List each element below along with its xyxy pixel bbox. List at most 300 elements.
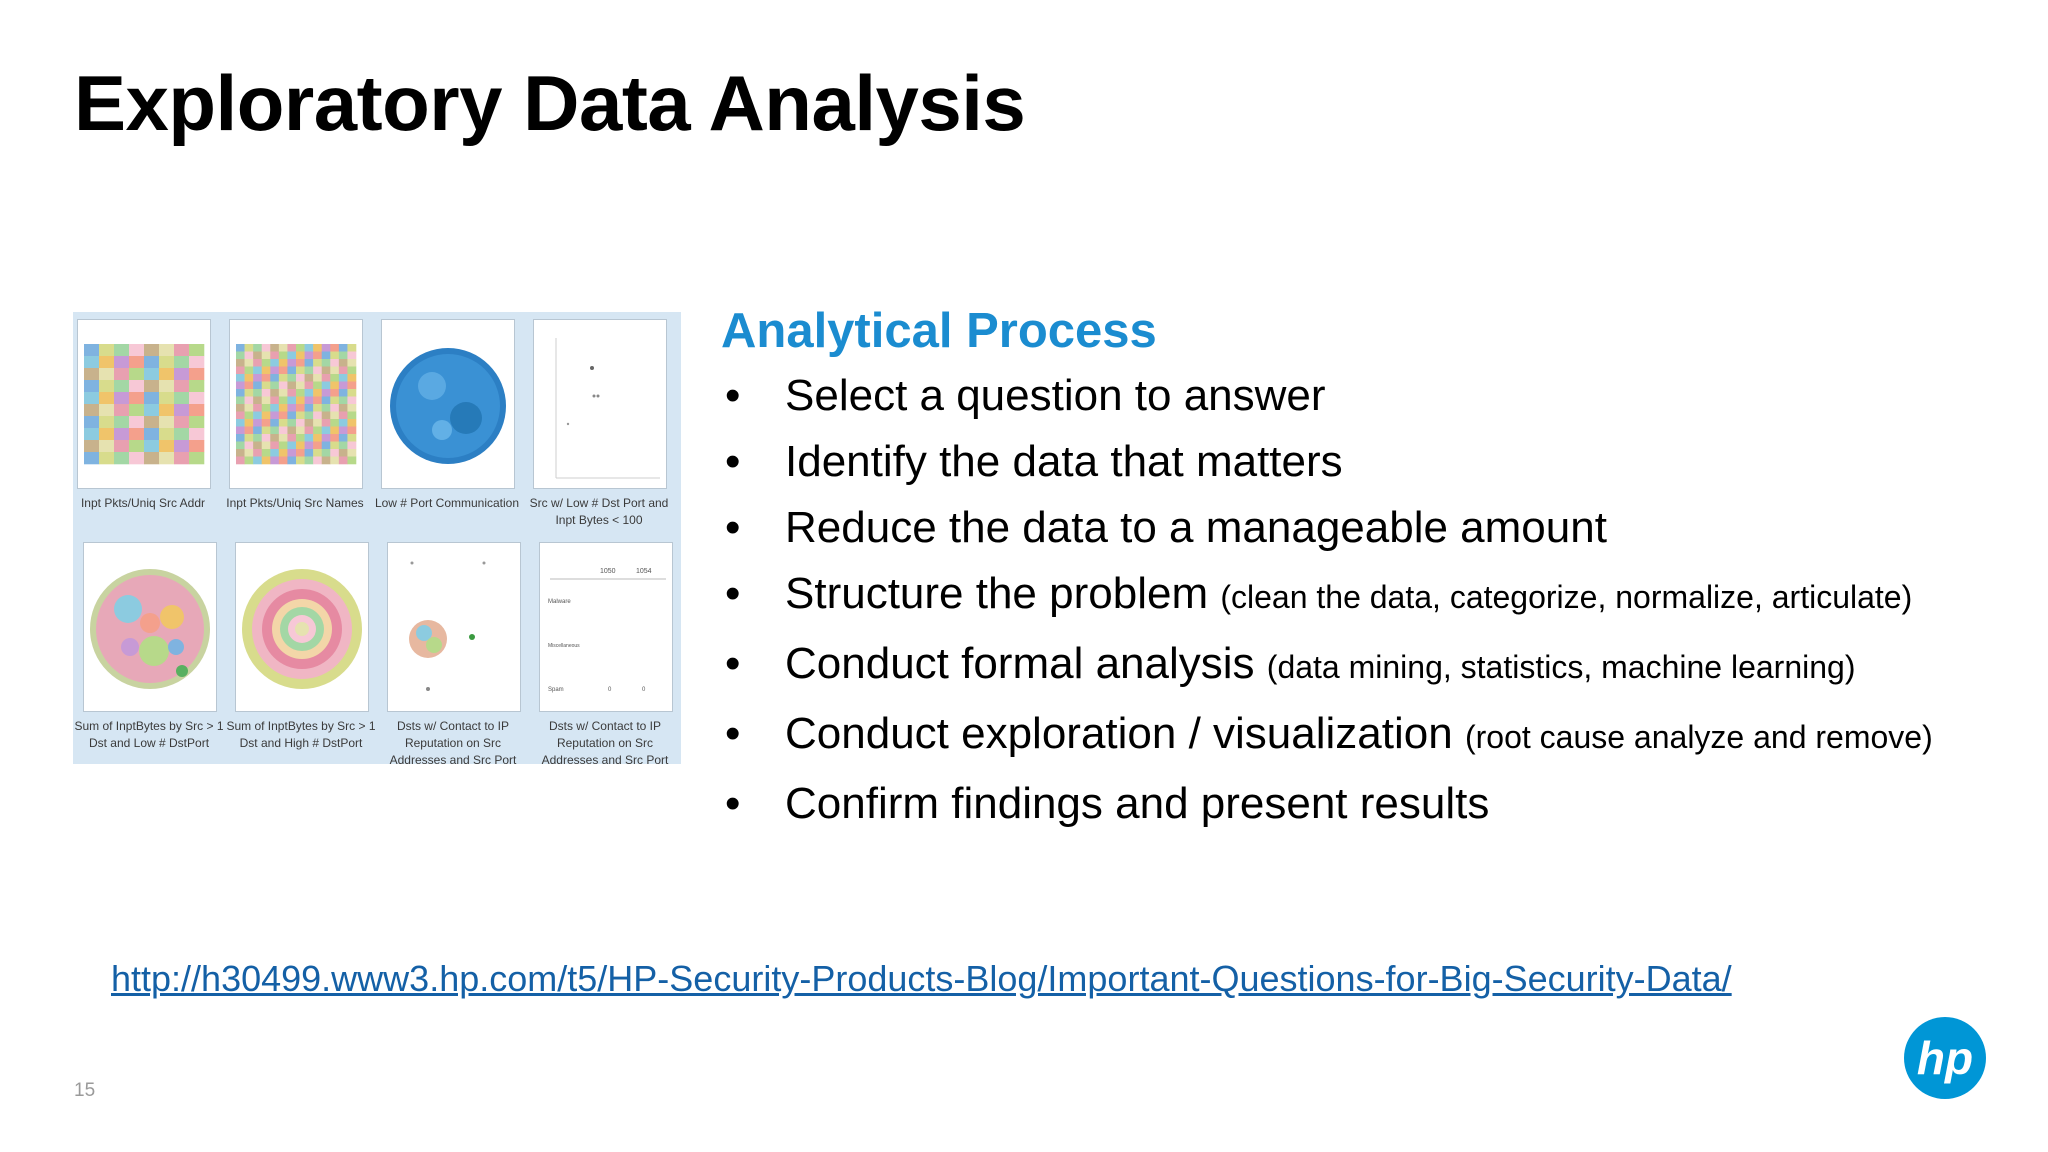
thumbnail-bubble-cluster-blue — [381, 319, 515, 489]
step-text: Select a question to answer — [785, 371, 1326, 420]
heatmap-cell — [287, 419, 296, 427]
heatmap-cell — [287, 374, 296, 382]
heatmap-cell — [270, 419, 279, 427]
heatmap-cell — [287, 449, 296, 457]
heatmap-cell — [322, 374, 331, 382]
step-text: Reduce the data to a manageable amount — [785, 503, 1607, 552]
heatmap-cell — [236, 359, 245, 367]
step-text: Conduct exploration / visualization — [785, 709, 1453, 758]
heatmap-cell — [313, 412, 322, 420]
heatmap-cell — [270, 449, 279, 457]
table-cell-zero: 0 — [642, 687, 646, 693]
heatmap-cell — [270, 442, 279, 450]
heatmap-cell — [279, 352, 288, 360]
heatmap-cell — [245, 367, 254, 375]
heatmap-cell — [253, 359, 262, 367]
heatmap-cell — [189, 344, 204, 356]
heatmap-cell — [84, 428, 99, 440]
thumbnail-reputation-table — [539, 542, 673, 712]
heatmap-cell — [305, 359, 314, 367]
heatmap-cell — [322, 397, 331, 405]
heatmap-cell — [330, 449, 339, 457]
heatmap-cell — [236, 397, 245, 405]
heatmap-cell — [236, 367, 245, 375]
heatmap-cell — [253, 374, 262, 382]
heatmap-cell — [322, 359, 331, 367]
heatmap-cell — [279, 427, 288, 435]
heatmap-cell — [270, 427, 279, 435]
thumbnail-caption: Low # Port Communication — [374, 496, 520, 510]
table-cell-zero: 0 — [608, 687, 612, 693]
heatmap-cell — [253, 389, 262, 397]
heatmap-cell — [253, 427, 262, 435]
heatmap-cell — [287, 359, 296, 367]
heatmap-cell — [270, 457, 279, 465]
heatmap-cell — [347, 404, 356, 412]
heatmap-cell — [339, 442, 348, 450]
heatmap-cell — [305, 434, 314, 442]
heatmap-cell — [322, 442, 331, 450]
table-col-label-b: 1054 — [636, 568, 652, 575]
heatmap-cell — [189, 356, 204, 368]
heatmap-cell — [313, 397, 322, 405]
heatmap-cell — [159, 356, 174, 368]
heatmap-cell — [84, 416, 99, 428]
heatmap-cell — [236, 419, 245, 427]
heatmap-cell — [305, 427, 314, 435]
heatmap-cell — [279, 412, 288, 420]
thumbnail-caption: Inpt Pkts/Uniq Src Names — [226, 496, 364, 510]
heatmap-cell — [322, 389, 331, 397]
heatmap-cell — [339, 352, 348, 360]
heatmap-cell — [287, 434, 296, 442]
heatmap-cell — [322, 434, 331, 442]
heatmap-cell — [174, 452, 189, 464]
heatmap-cell — [144, 392, 159, 404]
heatmap-cell — [330, 419, 339, 427]
heatmap-cell — [129, 380, 144, 392]
step-text: Structure the problem — [785, 569, 1209, 618]
heatmap-cell — [347, 344, 356, 352]
heatmap-cell — [313, 404, 322, 412]
heatmap-cell — [114, 440, 129, 452]
heatmap-cell — [253, 367, 262, 375]
process-step-list — [721, 371, 1981, 828]
heatmap-cell — [313, 352, 322, 360]
heatmap-cell — [296, 374, 305, 382]
thumbnail-caption: Inpt Pkts/Uniq Src Addr — [80, 496, 206, 510]
heatmap-cell — [174, 404, 189, 416]
heatmap-cell — [296, 344, 305, 352]
heatmap-cell — [279, 457, 288, 465]
heatmap-cell — [339, 449, 348, 457]
heatmap-cell — [305, 374, 314, 382]
heatmap-cell — [305, 457, 314, 465]
heatmap-cell — [322, 412, 331, 420]
heatmap-cell — [330, 397, 339, 405]
heatmap-cell — [339, 367, 348, 375]
heatmap-cell — [245, 449, 254, 457]
heatmap-cell — [99, 344, 114, 356]
heatmap-cell — [279, 382, 288, 390]
heatmap-cell — [84, 404, 99, 416]
thumbnail-caption: Dsts w/ Contact to IP Reputation on Src Addresses and Src Port — [389, 719, 517, 767]
bullet-glyph: • — [725, 709, 741, 758]
heatmap-cell — [174, 380, 189, 392]
heatmap-cell — [347, 359, 356, 367]
heatmap-cell — [99, 416, 114, 428]
heatmap-cell — [174, 428, 189, 440]
heatmap-cell — [279, 374, 288, 382]
heatmap-cell — [313, 457, 322, 465]
heatmap-cell — [287, 427, 296, 435]
heatmap-cell — [114, 428, 129, 440]
heatmap-cell — [296, 419, 305, 427]
heatmap-cell — [339, 419, 348, 427]
heatmap-cell — [287, 412, 296, 420]
thumbnail-caption: Src w/ Low # Dst Port and Inpt Bytes < 100 — [529, 496, 669, 527]
heatmap-cell — [144, 404, 159, 416]
heatmap-cell — [339, 404, 348, 412]
heatmap-cell — [189, 368, 204, 380]
heatmap-cell — [313, 389, 322, 397]
heatmap-cell — [159, 440, 174, 452]
heatmap-cell — [330, 344, 339, 352]
heatmap-cell — [144, 428, 159, 440]
heatmap-cell — [114, 392, 129, 404]
heatmap-cell — [330, 434, 339, 442]
heatmap-cell — [305, 412, 314, 420]
heatmap-cell — [99, 452, 114, 464]
thumbnail-caption: Sum of InptBytes by Src > 1 Dst and High # DstPort — [226, 719, 376, 750]
heatmap-cell — [99, 368, 114, 380]
heatmap-cell — [296, 412, 305, 420]
heatmap-cell — [330, 442, 339, 450]
heatmap-cell — [159, 452, 174, 464]
heatmap-cell — [236, 374, 245, 382]
process-step — [721, 371, 1981, 420]
heatmap-cell — [287, 367, 296, 375]
heatmap-cell — [305, 352, 314, 360]
process-step — [721, 639, 1981, 692]
heatmap-cell — [236, 434, 245, 442]
heatmap-cell — [189, 380, 204, 392]
heatmap-cell — [279, 419, 288, 427]
heatmap-cell — [313, 427, 322, 435]
heatmap-cell — [114, 380, 129, 392]
heatmap-cell — [253, 434, 262, 442]
heatmap-cell — [236, 344, 245, 352]
heatmap-cell — [287, 457, 296, 465]
bullet-glyph: • — [725, 503, 741, 552]
heatmap-cell — [270, 382, 279, 390]
process-step — [721, 779, 1981, 828]
heatmap-cell — [129, 404, 144, 416]
heatmap-cell — [262, 427, 271, 435]
heatmap-cell — [305, 367, 314, 375]
heatmap-cell — [339, 359, 348, 367]
heatmap-cell — [174, 368, 189, 380]
heatmap-cell — [322, 404, 331, 412]
heatmap-cell — [144, 344, 159, 356]
heatmap-cell — [99, 356, 114, 368]
heatmap-cell — [253, 382, 262, 390]
bullet-glyph: • — [725, 437, 741, 486]
heatmap-cell — [245, 419, 254, 427]
heatmap-cell — [322, 427, 331, 435]
heatmap-cell — [270, 374, 279, 382]
heatmap-cell — [296, 434, 305, 442]
heatmap-cell — [270, 389, 279, 397]
thumbnail-heatmap-src-addr — [77, 319, 211, 489]
heatmap-cell — [313, 359, 322, 367]
heatmap-cell — [330, 457, 339, 465]
heatmap-cell — [245, 442, 254, 450]
heatmap-cell — [339, 397, 348, 405]
heatmap-cell — [313, 419, 322, 427]
heatmap-cell — [84, 380, 99, 392]
bullet-glyph: • — [725, 569, 741, 618]
heatmap-cell — [84, 392, 99, 404]
step-note: (data mining, statistics, machine learning) — [1266, 649, 1856, 685]
heatmap-cell — [159, 344, 174, 356]
step-text: Conduct formal analysis — [785, 639, 1255, 688]
heatmap-cell — [174, 392, 189, 404]
heatmap-cell — [347, 382, 356, 390]
heatmap-cell — [245, 404, 254, 412]
heatmap-cell — [253, 457, 262, 465]
heatmap-cell — [339, 374, 348, 382]
heatmap-cell — [347, 412, 356, 420]
heatmap-cell — [322, 419, 331, 427]
heatmap-cell — [174, 416, 189, 428]
heatmap-cell — [347, 427, 356, 435]
heatmap-cell — [296, 404, 305, 412]
heatmap-cell — [330, 412, 339, 420]
heatmap-cell — [313, 382, 322, 390]
heatmap-cell — [144, 368, 159, 380]
heatmap-cell — [245, 427, 254, 435]
thumbnail-bubble-cluster-multicolor — [83, 542, 217, 712]
heatmap-cell — [189, 404, 204, 416]
heatmap-cell — [129, 440, 144, 452]
heatmap-cell — [236, 457, 245, 465]
heatmap-cell — [296, 367, 305, 375]
heatmap-cell — [114, 404, 129, 416]
heatmap-cell — [279, 389, 288, 397]
heatmap-cell — [114, 416, 129, 428]
heatmap-cell — [313, 449, 322, 457]
table-row-label-spam: Spam — [548, 687, 564, 693]
heatmap-cell — [174, 344, 189, 356]
heatmap-cell — [279, 404, 288, 412]
heatmap-cell — [159, 416, 174, 428]
heatmap-cell — [262, 419, 271, 427]
process-step — [721, 437, 1981, 486]
heatmap-cell — [339, 427, 348, 435]
heatmap-cell — [347, 449, 356, 457]
thumbnail-caption: Sum of InptBytes by Src > 1 Dst and Low # DstPort — [74, 719, 224, 750]
heatmap-cell — [253, 352, 262, 360]
heatmap-cell — [262, 374, 271, 382]
table-row-label-malware: Malware — [548, 599, 571, 605]
heatmap-cell — [253, 344, 262, 352]
heatmap-cell — [339, 389, 348, 397]
heatmap-cell — [159, 392, 174, 404]
heatmap-cell — [270, 404, 279, 412]
heatmap-cell — [347, 442, 356, 450]
heatmap-cell — [347, 367, 356, 375]
heatmap-cell — [296, 427, 305, 435]
heatmap-cell — [262, 412, 271, 420]
heatmap-cell — [279, 434, 288, 442]
svg-text:hp: hp — [1916, 1032, 1974, 1084]
heatmap-cell — [305, 344, 314, 352]
heatmap-cell — [159, 404, 174, 416]
heatmap-cell — [129, 356, 144, 368]
heatmap-cell — [279, 367, 288, 375]
heatmap-cell — [144, 440, 159, 452]
heatmap-cell — [114, 344, 129, 356]
heatmap-cell — [236, 442, 245, 450]
heatmap-cell — [270, 367, 279, 375]
thumbnail-concentric-rings — [235, 542, 369, 712]
heatmap-cell — [296, 457, 305, 465]
heatmap-cell — [129, 392, 144, 404]
step-note: (clean the data, categorize, normalize, articulate) — [1220, 579, 1913, 615]
heatmap-cell — [270, 412, 279, 420]
heatmap-cell — [129, 368, 144, 380]
heatmap-cell — [262, 457, 271, 465]
heatmap-cell — [305, 382, 314, 390]
heatmap-cell — [189, 440, 204, 452]
heatmap-cell — [313, 367, 322, 375]
heatmap-cell — [245, 382, 254, 390]
heatmap-cell — [330, 382, 339, 390]
heatmap-cell — [270, 344, 279, 352]
heatmap-cell — [270, 434, 279, 442]
heatmap-cell — [313, 442, 322, 450]
section-heading: Analytical Process — [721, 304, 1157, 358]
heatmap-cell — [253, 397, 262, 405]
heatmap-cell — [305, 404, 314, 412]
visualization-thumbnails-panel — [73, 312, 681, 767]
analytical-process-section — [721, 303, 1981, 845]
heatmap-cell — [144, 452, 159, 464]
heatmap-cell — [287, 397, 296, 405]
heatmap-cell — [339, 412, 348, 420]
heatmap-cell — [279, 449, 288, 457]
heatmap-cell — [236, 352, 245, 360]
heatmap-cell — [262, 352, 271, 360]
heatmap-cell — [305, 397, 314, 405]
heatmap-cell — [347, 389, 356, 397]
slide-title: Exploratory Data Analysis — [74, 59, 1026, 147]
heatmap-cell — [245, 457, 254, 465]
heatmap-cell — [245, 359, 254, 367]
heatmap-cell — [159, 428, 174, 440]
heatmap-cell — [262, 449, 271, 457]
heatmap-cell — [174, 356, 189, 368]
heatmap-cell — [287, 442, 296, 450]
heatmap-cell — [262, 434, 271, 442]
heatmap-cell — [287, 352, 296, 360]
heatmap-cell — [245, 352, 254, 360]
heatmap-cell — [236, 389, 245, 397]
heatmap-cell — [287, 344, 296, 352]
heatmap-cell — [296, 359, 305, 367]
heatmap-cell — [262, 404, 271, 412]
heatmap-cell — [322, 344, 331, 352]
heatmap-cell — [99, 404, 114, 416]
heatmap-cell — [330, 359, 339, 367]
heatmap-cell — [305, 389, 314, 397]
heatmap-cell — [339, 457, 348, 465]
heatmap-cell — [305, 449, 314, 457]
heatmap-cell — [236, 449, 245, 457]
bullet-glyph: • — [725, 371, 741, 420]
heatmap-cell — [245, 434, 254, 442]
heatmap-cell — [279, 344, 288, 352]
heatmap-cell — [287, 404, 296, 412]
heatmap-cell — [253, 449, 262, 457]
heatmap-cell — [236, 404, 245, 412]
heatmap-cell — [236, 427, 245, 435]
process-step — [721, 709, 1981, 762]
heatmap-cell — [262, 367, 271, 375]
heatmap-cell — [174, 440, 189, 452]
heatmap-cell — [305, 442, 314, 450]
heatmap-cell — [339, 344, 348, 352]
heatmap-cell — [270, 397, 279, 405]
source-link[interactable]: http://h30499.www3.hp.com/t5/HP-Security-Products-Blog/Important-Questions-for-Big-Security-Data/ — [111, 958, 1732, 999]
step-text: Identify the data that matters — [785, 437, 1343, 486]
heatmap-cell — [322, 449, 331, 457]
heatmap-cell — [245, 389, 254, 397]
thumbnail-small-cluster-scatter — [387, 542, 521, 712]
heatmap-cell — [84, 356, 99, 368]
heatmap-cell — [262, 397, 271, 405]
heatmap-cell — [262, 382, 271, 390]
heatmap-cell — [322, 352, 331, 360]
heatmap-cell — [313, 434, 322, 442]
heatmap-cell — [296, 382, 305, 390]
heatmap-cell — [347, 419, 356, 427]
heatmap-cell — [245, 397, 254, 405]
heatmap-cell — [84, 452, 99, 464]
thumbnail-caption: Dsts w/ Contact to IP Reputation on Src Addresses and Src Port — [541, 719, 669, 767]
heatmap-cell — [279, 442, 288, 450]
heatmap-cell — [347, 434, 356, 442]
heatmap-cell — [253, 404, 262, 412]
heatmap-cell — [296, 352, 305, 360]
heatmap-cell — [296, 389, 305, 397]
heatmap-cell — [99, 380, 114, 392]
heatmap-cell — [159, 368, 174, 380]
heatmap-cell — [330, 352, 339, 360]
bullet-glyph: • — [725, 639, 741, 688]
heatmap-cell — [287, 389, 296, 397]
heatmap-cell — [129, 344, 144, 356]
table-col-label-a: 1050 — [600, 568, 616, 575]
heatmap-cell — [144, 380, 159, 392]
heatmap-cell — [253, 412, 262, 420]
heatmap-cell — [330, 389, 339, 397]
heatmap-cell — [189, 392, 204, 404]
heatmap-cell — [189, 452, 204, 464]
heatmap-cell — [84, 344, 99, 356]
heatmap-cell — [270, 352, 279, 360]
